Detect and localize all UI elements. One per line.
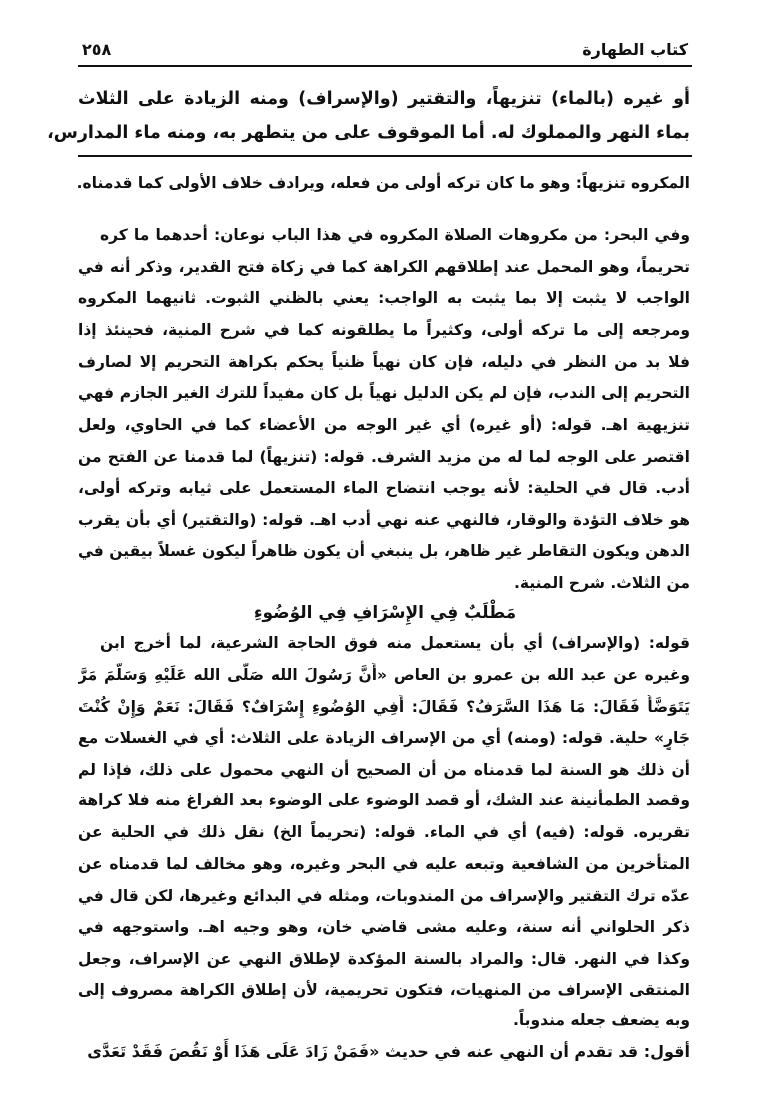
commentary-line: من الثلاث. شرح المنية. [514,574,690,592]
commentary-line: المكروه تنزيهاً: وهو ما كان تركه أولى من فعله، ويرادف خلاف الأولى كما قدمناه. [76,174,690,192]
commentary-line: المنتقى الإسراف من المنهيات، فتكون تحريمية، لأن إطلاق الكراهة مصروف إلى [78,981,690,999]
main-text-line: أو غيره (بالماء) تنزيهاً، والتقتير (والإسراف) ومنه الزيادة على الثلاث [78,89,690,109]
header-rule [78,65,692,67]
main-text-line: بماء النهر والمملوك له. أما الموقوف على من يتطهر به، ومنه ماء المدارس، [47,123,690,143]
commentary-line: وقصد الطمأنينة عند الشك، أو قصد الوضوء على الوضوء بعد الفراغ منه فلا كراهة [78,791,690,809]
commentary-line: التحريم إلى الندب، فإن لم يكن الدليل نهياً بل كان مفيداً للترك الغير الجازم فهي [78,384,690,402]
commentary-line: تقريره. قوله: (فيه) أي في الماء. قوله: (تحريماً الخ) نقل ذلك في الحلية عن [78,823,690,841]
section-heading: مَطْلَبٌ فِي الإِسْرَافِ فِي الوُضُوءِ [253,603,517,623]
commentary-line: جَارٍ» حلية. قوله: (ومنه) أي من الإسراف الزيادة على الثلاث: أي في الغسلات مع [78,729,690,747]
page-number: ٢٥٨ [82,40,112,59]
commentary-line: تنزيهية اهـ. قوله: (أو غيره) أي غير الوجه من الأعضاء كما في الحاوي، ولعل [78,416,690,434]
commentary-line: وفي البحر: من مكروهات الصلاة المكروه في هذا الباب نوعان: أحدهما ما كره [100,226,690,244]
commentary-line: وبه يضعف جعله مندوباً. [512,1011,690,1029]
commentary-line: اقتصر على الوجه لما له من مزيد الشرف. قوله: (تنزيهاً) لما قدمنا عن الفتح من [78,448,690,466]
commentary-line: ذكر الحلواني أنه سنة، وعليه مشى قاضي خان، وهو وجيه اهـ. واستوجهه في [78,918,690,936]
commentary-line: وغيره عن عبد الله بن عمرو بن العاص «أَنَّ رَسُولَ الله صَلَّى الله عَلَيْهِ وَسَلَّمَ مَرَّ [78,666,690,684]
commentary-line: أقول: قد تقدم أن النهي عنه في حديث «فَمَنْ زَادَ عَلَى هَذَا أَوْ نَقُصَ فَقَدْ تَعَدَّى [87,1042,690,1061]
commentary-line: تحريماً، وهو المحمل عند إطلاقهم الكراهة كما في زكاة فتح القدير، وذكر أنه في [78,258,690,276]
book-title: كتاب الطهارة [582,40,688,59]
commentary-line: قوله: (والإسراف) أي بأن يستعمل منه فوق الحاجة الشرعية، لما أخرج ابن [100,634,690,652]
commentary-line: هو خلاف التؤدة والوقار، فالنهي عنه نهي أدب اهـ. قوله: (والتقتير) أي بأن يقرب [78,511,690,529]
commentary-line: الواجب لا يثبت إلا بما يثبت به الواجب: يعني بالظني الثبوت. ثانيهما المكروه [78,289,690,307]
footnote-rule [78,155,692,157]
commentary-line: عدّه ترك التقتير والإسراف من المندوبات، ومثله في البدائع وغيرها، لكن قال في [78,887,690,905]
commentary-line: المتأخرين من الشافعية وتبعه عليه في البحر وغيره، وهو مخالف لما قدمناه عن [78,855,690,873]
commentary-line: وكذا في النهر. قال: والمراد بالسنة المؤكدة لإطلاق النهي عن الإسراف، وجعل [78,950,690,968]
commentary-line: فلا بد من النظر في دليله، فإن كان نهياً ظنياً يحكم بكراهة التحريم إلا لصارف [78,353,690,371]
commentary-line: الدهن ويكون التقاطر غير ظاهر، بل ينبغي أن يكون ظاهراً ليكون غسلاً بيقين في [78,542,690,560]
commentary-line: ومرجعه إلى ما تركه أولى، وكثيراً ما يطلقونه كما في شرح المنية، فحينئذ إذا [78,321,690,339]
commentary-line: أن ذلك هو السنة لما قدمناه من أن الصحيح أن النهي محمول على ذلك، فإذا لم [78,761,690,779]
commentary-line: يَتَوَضَّأُ فَقَالَ: مَا هَذَا السَّرَفُ؟ فَقَالَ: أَفِي الوُضُوءِ إِسْرَافٌ؟ فَقَالَ: نَعَمْ وَإِنْ كُنْتَ [78,698,690,716]
commentary-line: أدب. قال في الحلية: لأنه يوجب انتضاح الماء المستعمل على ثيابه وتركه أولى، [78,479,690,497]
